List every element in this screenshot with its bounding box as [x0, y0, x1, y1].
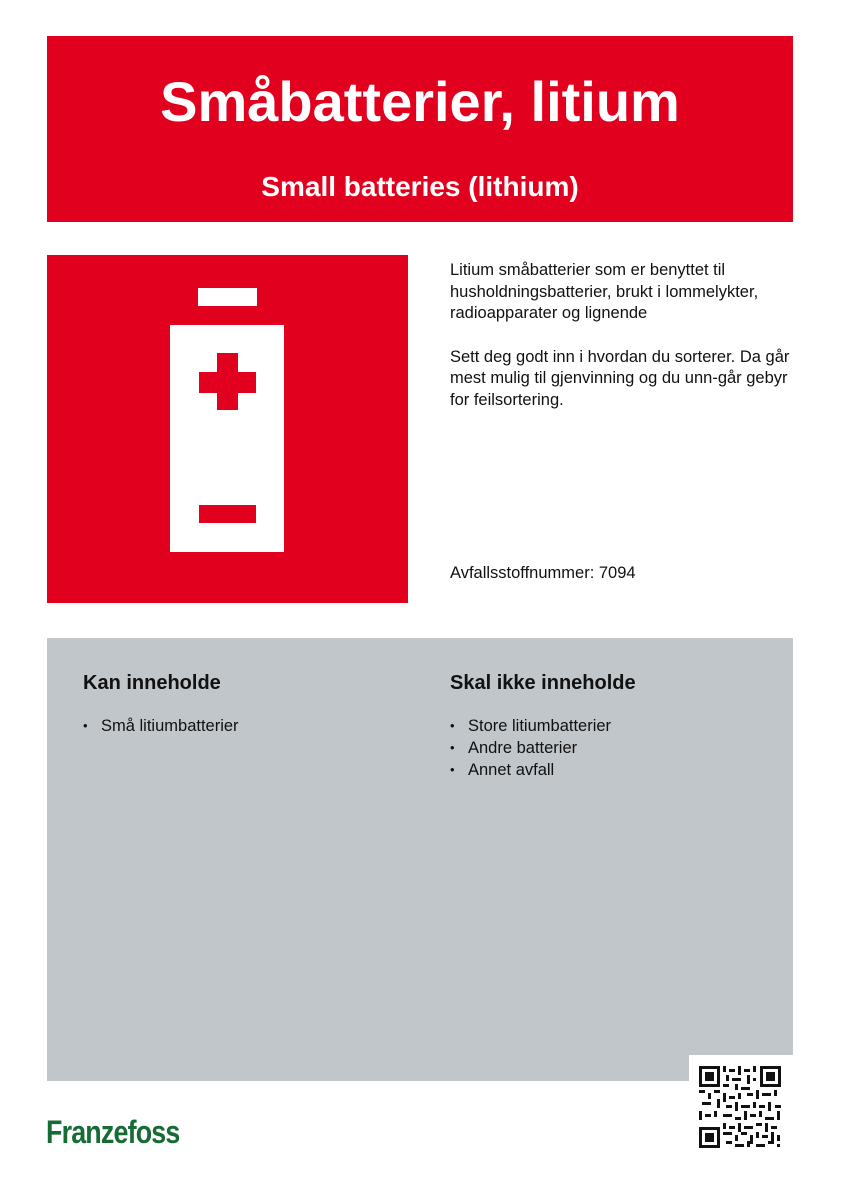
description-paragraph-1: Litium småbatterier som er benyttet til husholdningsbatterier, brukt i lommelykter, radioapparater og lignende: [450, 261, 759, 322]
plus-icon-vertical: [217, 353, 238, 410]
can-contain-list: [83, 715, 239, 737]
waste-number: Avfallsstoffnummer: 7094: [450, 564, 636, 582]
battery-terminal: [198, 288, 257, 306]
description: [450, 260, 795, 411]
header-banner: [47, 36, 793, 222]
page-subtitle: Small batteries (lithium): [261, 171, 579, 202]
qr-code[interactable]: [699, 1066, 781, 1148]
can-contain-heading: Kan inneholde: [83, 672, 221, 694]
list-item: • Annet avfall: [450, 759, 636, 781]
must-not-contain-column: [450, 670, 636, 781]
contents-panel: [47, 638, 793, 1081]
list-item: • Små litiumbatterier: [83, 715, 239, 737]
must-not-contain-heading: Skal ikke inneholde: [450, 672, 636, 694]
list-item: • Store litiumbatterier: [450, 715, 636, 737]
description-paragraph-2: Sett deg godt inn i hvordan du sorterer. Da går mest mulig til gjenvinning og du unn-går gebyr for feilsortering.: [450, 347, 790, 409]
battery-icon: [47, 255, 408, 603]
must-not-contain-list: [450, 715, 636, 781]
list-item: • Andre batterier: [450, 737, 636, 759]
can-contain-column: [83, 670, 239, 737]
franzefoss-logo: Franzefoss: [46, 1114, 180, 1150]
minus-icon: [199, 505, 256, 523]
battery-icon-panel: [47, 255, 408, 603]
page-title: Småbatterier, litium: [160, 70, 680, 133]
